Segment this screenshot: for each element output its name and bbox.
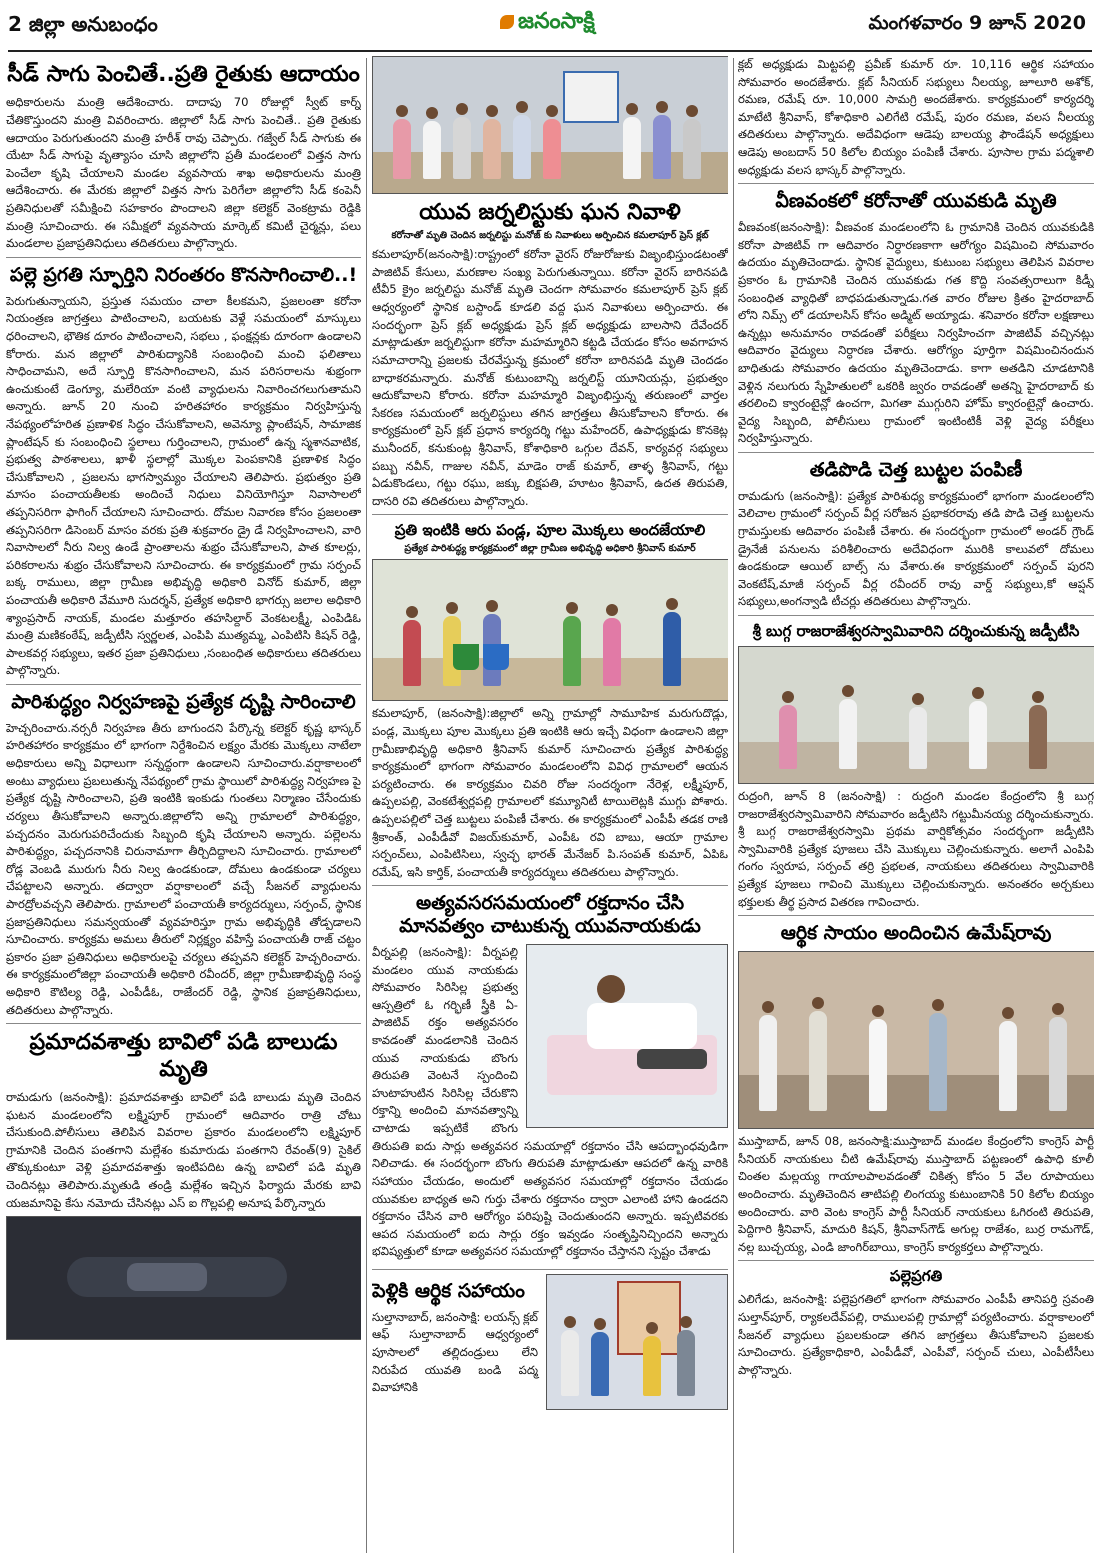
divider [738, 183, 1094, 184]
article-body: రామడుగు (జనంసాక్షి): ప్రమాదవశాత్తు బావిలో పడి బాలుడు మృతి చెందిన ఘటన మండలంలోని లక్ష్మిపూర్ గ్రామంలో ఆదివారం రాత్రి చోటు చేసుకుంది.పోలీసులు తెలిపిన వివరాల ప్రకారం మండలంలోని లక్ష్మిపూర్ గ్రామానికి చెందిన పంతగాని మల్లేశం కుమారుడు పంతగాని రేవంత్(9) సైకిల్ తొక్కుకుంటూ వెళ్లి ప్రమాదవశాత్తు ఇంటిపదిట ఉన్న బావిలో పడి మృతి చెందినట్లు తెలిపారు.మృతుడి తండ్రి మల్లేశం ఇచ్చిన ఫిర్యాదు మేరకు బావి యజమానిపై కేసు నమోదు చేసినట్లు ఎస్ ఐ గొల్లపల్లి అనూష పేర్కొన్నారు [6, 1090, 361, 1210]
divider [372, 885, 728, 886]
divider [6, 684, 361, 685]
headline-boy-death: ప్రమాదవశాత్తు బావిలో పడి బాలుడు మృతి [29, 1030, 338, 1082]
page-label: 2 జిల్లా అనుబంధం [8, 12, 158, 36]
article-body: అధికారులను మంత్రి ఆదేశించారు. దాదాపు 70 రోజుల్లో స్వీట్ కార్న్ చేతికొస్తుందని మంత్రి వివరించారు. జిల్లాలో సీడ్ సాగు పెంచితే.. ప్రతి రైతుకు ఆదాయం పెరుగుతుందని మంత్రి హరీశ్ రావు చెప్పారు. గజ్వేల్ సీడ్ సాగుకు ఈ యేటా సీడ్ సాగుపై వృత్యాసం చూసి జిల్లాలోని ప్రతీ మండలంలో విత్తన సాగు పెంచేలా కృషి చేయాలని మండల వ్యవసాయ శాఖ అధికారులను మంత్రి ఆదేశించారు. ఈ మేరకు జిల్లాలో విత్తన సాగు పెరిగేలా జిల్లాలోని సీడ్ కంపెనీ ప్రతినిధులతో సమీక్షించి సహకారం పొందాలని జిల్లా కలెక్టర్ వెంకట్రామ రెడ్డికి మంత్రి సూచించారు. ఈ సమీక్షలో వ్యవసాయ మార్కెట్ కమిటీ చైర్మన్లు, పలు మండలాల ప్రజాప్రతినిధులు తదితరులు పాల్గొన్నారు. [6, 95, 361, 251]
article-body: సుల్తానాబాద్, జనంసాక్షి: లయన్స్ క్లబ్ ఆఫ్ సుల్తానాబాద్ ఆధ్వర్యంలో పూసాలలో తల్లిదండ్రులు లేని నిరుపేద యువతి బండి పద్మ వివాహానికి [372, 1309, 538, 1395]
column-divider [366, 58, 367, 1553]
headline-financial-aid: ఆర్థిక సాయం అందించిన ఉమేష్‌రావు [780, 922, 1052, 945]
divider [738, 615, 1094, 616]
divider [6, 1023, 361, 1024]
news-photo [526, 944, 728, 1128]
headline-palle-pragathi: పల్లె ప్రగతి స్ఫూర్తిని నిరంతరం కొనసాగించాలి..! [9, 263, 358, 286]
divider [6, 257, 361, 258]
divider [372, 514, 728, 515]
headline-palle-pragathi-2: పల్లెప్రగతి [889, 1267, 943, 1286]
divider [372, 1269, 728, 1270]
headline-waste-bins: తడిపొడి చెత్త బుట్టల పంపిణీ [809, 458, 1023, 481]
news-photo [372, 56, 728, 194]
headline-blood-donation: అత్యవసరసమయంలో రక్తదానం చేసి మానవత్వం చాటుకున్న యువనాయకుడు [399, 892, 701, 938]
sub-headline: ప్రత్యేక పారిశుద్ధ్య కార్యక్రమంలో జిల్లా గ్రామీణ అభివృద్ధి అధికారి శ్రీనివాస్ కుమార్ [404, 543, 696, 555]
headline-sanitation: పారిశుద్ధ్యం నిర్వహణపై ప్రత్యేక దృష్టి సారించాలి [11, 691, 356, 714]
article-body: ముస్తాబాద్, జూన్ 08, జనంసాక్షి:ముస్తాబాద్ మండల కేంద్రంలోని కాంగ్రెస్ పార్టీ సీనియర్ నాయకులు చీటి ఉమేష్‌రావు ముస్తాబాద్ పట్టణంలో ఉపాధి కూలీ చింతల మల్లయ్య గాయాలపాలవడంతో చికిత్స కోసం 5 వేల రూపాయలు అందించారు. మృతిచెందిన తాటిపల్లి లింగయ్య కుటుంబానికి 50 కిలోల బియ్యం అందించారు. వారి వెంట కాంగ్రెస్ పార్టీ సీనియర్ నాయకులు ఓగిరంటి తిరుపతి, పెద్దిగారి శ్రీనివాస్, మాదురి కిషన్, శ్రీనివాస్‌గౌడ్ అగుల్ల రాజేశం, బుర్ర రామగౌడ్, నల్ల బుచ్చయ్య, ఎండి జాంగిర్‌బాయి, కాంగ్రెస్ కార్యకర్తలు పాల్గొన్నారు. [738, 1134, 1094, 1254]
headline-veenavanka-death: వీణవంకలో కరోనాతో యువకుడి మృతి [775, 190, 1057, 213]
blood-donation-article [372, 944, 728, 1265]
news-photo [738, 951, 1094, 1129]
column-2 [372, 56, 728, 1555]
issue-date: మంగళవారం 9 జూన్ 2020 [868, 12, 1086, 34]
article-body: ఎలిగేడు, జనంసాక్షి: పల్లెప్రగతిలో భాగంగా సోమవారం ఎంపీపీ తానిపర్తి స్రవంతి సుల్తాన్‌పూర్, ర్యాకలదేవ్‌పల్లి, రాములపల్లి గ్రామాల్లో పర్యటించారు. వర్షాకాలంలో సీజనల్ వ్యాధులు ప్రబలకుండా తగిన జాగ్రత్తలు తీసుకోవాలని ప్రజలకు సూచించారు. ప్రత్యేకాధికారి, ఎంపీడీవో, ఎంపీవో, సర్పంచ్ చులు, ఎంపీటీసీలు పాల్గొన్నారు. [738, 1292, 1094, 1377]
article-body: రుద్రంగి, జూన్ 8 (జనంసాక్షి) : రుద్రంగి మండల కేంద్రంలోని శ్రీ బుగ్గ రాజరాజేశ్వరస్వామివారిని సోమవారం జడ్పీటిసి గట్టుమీనయ్య దర్శించుకున్నారు. శ్రీ బుగ్గ రాజరాజేశ్వరస్వామి ప్రథమ వార్షికోత్సవం సందర్భంగా జడ్పీటిసి స్వామివారికి ప్రత్యేక పూజలు చేసి మొక్కులు చెల్లించుకున్నారు. అలాగే ఎంపిపి గంగం స్వరూప, సర్పంచ్ తర్రి ప్రభలత, నాయకులు తదితరులు స్వామివారికి ప్రత్యేక పూజలు గావించి మొక్కులు చెల్లించుకున్నారు. అనంతరం అర్చకులు భక్తులకు తీర్థ ప్రసాద వితరణ గావించారు. [738, 789, 1094, 909]
wedding-aid-article [372, 1274, 728, 1414]
divider [738, 915, 1094, 916]
headline-wedding-aid: పెళ్లికి ఆర్థిక సహాయం [372, 1279, 525, 1302]
news-photo [372, 559, 728, 701]
paper-name-text: జనంసాక్షి [518, 8, 595, 34]
article-body: వీర్నపల్లి (జనంసాక్షి): వీర్నపల్లి మండలం యువ నాయకుడు సోమవారం సిరిసిల్ల ప్రభుత్వ ఆస్పత్రిలో ఓ గర్భిణీ స్త్రీకి ఏ-పాజిటివ్ రక్తం అత్యవసరం కావడంతో మండలానికి చెందిన యువ నాయకుడు బొంగు తిరుపతి వెంటనే స్పందించి హుటాహుటిన సిరిసిల్ల చేరుకొని రక్తాన్ని అందించి మానవత్వాన్ని చాటాడు ఇప్పటికే బొంగు తిరుపతి ఐదు సార్లు అత్యవసర సమయాల్లో రక్తదానం చేసి ఆపద్బాంధవుడిగా నిలిచాడు. ఈ సందర్భంగా బొంగు తిరుపతి మాట్లాడుతూ ఆపదలో ఉన్న వారికి సహాయం చేయడం, అందులో అత్యవసర సమయాల్లో రక్తదానం చేయడం యువకుల బాధ్యత అని గుర్తు చేశారు రక్తదానం ద్వారా ఎలాంటి హాని ఉండదని రక్తదానం చేసిన వారి ఆరోగ్యం పరిపుష్టి చెందుతుందని అన్నారు. ఇప్పటివరకు ఆపద సమయంలో ఐదు సార్లు రక్తం ఇవ్వడం సంతృప్తినిచ్చిందని అన్నారు భవిష్యత్తులో కూడా అత్యవసర సమయాల్లో రక్తదానం చేస్తానని స్పష్టం చేశాడు [372, 944, 728, 1259]
news-photo [6, 1216, 361, 1340]
headline-seed-farming: సీడ్ సాగు పెంచితే..ప్రతి రైతుకు ఆదాయం [7, 62, 360, 87]
article-body: వీణవంక(జనంసాక్షి): వీణవంక మండలంలోని ఓ గ్రామానికి చెందిన యువకుడికి కరోనా పాజిటివ్ గా ఆదివారం నిర్ధారణకాగా ఆరోగ్యం విషమించి సోమవారం ఉదయం మృతిచెందాడు. స్థానిక వైద్యులు, కుటుంబ సభ్యులు తెలిపిన వివరాల ప్రకారం ఓ గ్రామానికి చెందిన యువకుడు గత కొద్ది సంవత్సరాలుగా కిడ్నీ సంబంధిత వ్యాధితో బాధపడుతున్నాడు.గత వారం రోజుల క్రితం హైదరాబాద్ లోని నిమ్స్ లో డయాలసిస్ కోసం అడ్మిట్ అయ్యాడు. శనివారం కరోనా లక్షణాలు ఉన్నట్లు అనుమానం రావడంతో పరీక్షలు నిర్వహించగా పాజిటివ్ వచ్చినట్లు ఆదివారం వైద్యులు నిర్ధారణ చేశారు. ఆరోగ్యం పూర్తిగా విషమించినందున బాధితుడు సోమవారం ఉదయం మృతిచెందాడు. కాగా అతడిని చూడటానికి వెళ్లిన నలుగురు స్నేహితులలో ఒకరికి జ్వరం రావడంతో అతన్ని హైదరాబాద్ కు తరలించి క్వారంటైన్లో ఉంచగా, మిగతా ముగ్గురిని హోమ్ క్వారంటైన్లో ఉంచారు. వైద్య సిబ్బంది, పోలీసులు గ్రామంలో ఇంటింటికీ వెళ్లి వైద్య పరీక్షలు నిర్వహిస్తున్నారు. [738, 220, 1094, 446]
sub-headline: కరోనాతో మృతి చెందిన జర్నలిస్టు మనోజ్ కు నివాళులు అర్పించిన కమలాపూర్ ప్రెస్ క్లబ్ [391, 230, 709, 242]
headline-plants-distribution: ప్రతి ఇంటికి ఆరు పండ్ల, పూల మొక్కలు అందజేయాలి [394, 521, 706, 540]
article-body: రామడుగు (జనంసాక్షి): ప్రత్యేక పారిశుధ్య కార్యక్రమంలో భాగంగా మండలంలోని వెలిచాల గ్రామంలో సర్పంచ్ వీర్ల సరోజన ప్రభాకరరావు తడి పొడి చెత్త బుట్టలను గ్రామస్తులకు ఆదివారం పంపిణీ చేశారు. ఈ సందర్భంగా గ్రామంలో అండర్ గ్రౌండ్ డ్రైనేజీ పనులను పరిశీలించారు అదేవిధంగా మురికి కాలువలో దోమలు ఉండకుండా ఆయిల్ బాల్స్ ను వేశారు.ఈ కార్యక్రమంలో సర్పంచ్ పురని వెంకటేష్,మాజీ సర్పంచ్ వీర్ల రవీందర్ రావు వార్డ్ సభ్యులు,కో ఆప్షన్ సభ్యులు,అంగన్వాడి టీచర్లు తదితరులు పాల్గొన్నారు. [738, 488, 1094, 609]
column-divider [733, 58, 734, 1553]
column-1 [6, 56, 361, 1555]
article-body: క్లబ్ అధ్యక్షుడు మిట్టపల్లి ప్రవీణ్ కుమార్ రూ. 10,116 ఆర్థిక సహాయం సోమవారం అందజేశారు. క్లబ్ సీనియర్ సభ్యులు నీలయ్య, జూలూరి అశోక్, రమణ, రమేష్ రూ. 10,000 సామగ్రి అందజేశారు. కార్యక్రమంలో కార్యదర్శి మాటేటి శ్రీనివాస్, కోశాధికారి ఎలిగేటి రమేష్, పురం రమణ, వలస నీలయ్య తదితరులు పాల్గొన్నారు. అదేవిధంగా ఆడెపు బాలయ్య ఫౌండేషన్ అధ్యక్షులు ఆడెపు అంబదాస్ 50 కిలోల బియ్యం పంపిణీ చేశారు. పూసాల గ్రామ పద్మశాలి అధ్యక్షుడు వలస భాస్కర్ పాల్గొన్నారు. [738, 57, 1094, 177]
news-photo [546, 1274, 728, 1410]
article-body: కమలాపూర్(జనంసాక్షి):రాష్ట్రంలో కరోనా వైరస్ రోజురోజుకు విజృంభిస్తుండటంతో పాజిటివ్ కేసులు, మరణాల సంఖ్య పెరుగుతున్నాయి. కరోనా వైరస్ బారినపడి టీవీ5 క్రైం జర్నలిస్టు మనోజ్ మృతి చెందగా సోమవారం కమలాపూర్ ప్రెస్ క్లబ్ ఆధ్వర్యంలో స్థానిక బస్టాండ్ కూడలి వద్ద ఘన నివాళులు అర్పించారు. ఈ సందర్భంగా ప్రెస్ క్లబ్ అధ్యక్షుడు ప్రెస్ క్లబ్ అధ్యక్షుడు బాలసాని దేవేందర్ మాట్లాడుతూ జర్నలిస్టుగా కరోనా మహమ్మారిని కట్టడి చేయడం కోసం అవగాహన సమాచారాన్ని ప్రజలకు చేరవేస్తున్న క్రమంలో కరోనా బారినపడి మృతి చెందడం బాధాకరమన్నారు. మనోజ్ కుటుంబాన్ని జర్నలిస్ట్ యూనియన్లు, ప్రభుత్వం ఆదుకోవాలని కోరారు. కరోనా మహమ్మారి విజృంభిస్తున్న తరుణంలో వార్తల సేకరణ సమయంలో జర్నలిస్టులు తగిన జాగ్రత్తలు తీసుకోవాలని కోరారు. ఈ కార్యక్రమంలో ప్రెస్ క్లబ్ ప్రధాన కార్యదర్శి గట్టు మహేందర్, ఉపాధ్యక్షుడు కొనకెట్ల మునీందర్, కనుకుంట్ల శ్రీనివాస్, కోశాధికారి ఒగ్గుల దేవన్, కార్యవర్గ సభ్యులు పబ్బు నవీన్, గాజుల నవీన్, మాడెం రాజ్ కుమార్, తాళ్ళ శ్రీనివాస్, గట్టు ఏడుకొండలు, గట్టు రఘు, జక్కు బిక్షపతి, హూటం శ్రీనివాస్, ఉదత తిరుపతి, దాసరి రవి తదితరులు పాల్గొన్నారు. [372, 247, 728, 508]
news-photo [738, 646, 1094, 784]
headline-temple-visit: శ్రీ బుగ్గ రాజరాజేశ్వరస్వామివారిని దర్శించుకున్న జడ్పీటీసి [752, 622, 1080, 641]
paper-name [500, 8, 595, 39]
divider [738, 452, 1094, 453]
headline-journalist-tribute: యువ జర్నలిస్టుకు ఘన నివాళి [419, 200, 681, 225]
divider [738, 1260, 1094, 1261]
column-3 [738, 56, 1094, 1555]
masthead [8, 6, 1092, 52]
article-body: కమలాపూర్, (జనంసాక్షి):జిల్లాలో అన్ని గ్రామాల్లో సామూహిక మరుగుదొడ్లు, పండ్ల, మొక్కలు పూల మొక్కలు ప్రతి ఇంటికి ఆరు ఇచ్చే విధంగా ఉండాలని జిల్లా గ్రామీణాభివృద్ధి అధికారి శ్రీనివాస్ కుమార్ సూచించారు ప్రత్యేక పారిశుద్ధ్య కార్యక్రమంలో భాగంగా సోమవారం మండలంలోని వివిధ గ్రామాలలో ఆయన పర్యటించారు. ఈ కార్యక్రమం చివరి రోజు సందర్శంగా నేరెళ్ల, లక్ష్మీపూర్, ఉప్పలపల్లి, వెంకటేశ్వర్లపల్లి గ్రామాలలో కమ్యూనిటీ టాయిలెట్లకి ముగ్గు పోశారు. ఉప్పలపల్లిలో చెత్త బుట్టలు పంపిణీ చేశారు. ఈ కార్యక్రమంలో ఎంపీపీ తడక రాణి శ్రీకాంత్, ఎంపీడీవో విజయ్‌కుమార్, ఎంపీఓ రవి బాబు, ఆయా గ్రామాల సర్పంచ్‌లు, ఎంపిటిసిలు, స్వచ్ఛ భారత్ మేనేజర్ పి.సంపత్ కుమార్, ఏపిఓ రమేష్, ఇసి కార్తిక్, పంచాయతీ కార్యదర్శులు తదితరులు పాల్గొన్నారు. [372, 706, 728, 879]
article-body: హెచ్చరించారు.నర్సరీ నిర్వహణ తీరు బాగుందని పేర్కొన్న కలెక్టర్ కృష్ణ భాస్కర్ హరితహారం కార్యక్రమం లో భాగంగా నిర్దేశించిన లక్ష్యం మేరకు మొక్కలు నాటేలా అధికారులు అన్ని విధాలుగా సన్నద్ధంగా ఉండాలని సూచించారు.వర్షాకాలంలో అంటు వ్యాధులు ప్రబలుతున్న నేపథ్యంలో గ్రామ స్థాయిలో పారిశుద్ధ్య నిర్వహణ పై ప్రత్యేక దృష్టి సారించాలని, ప్రతి ఇంటికి ఇంకుడు గుంతలు నిర్మాణం చేసేందుకు చర్యలు తీసుకోవాలని అన్నారు.జిల్లాలోని అన్ని గ్రామాలలో పారిశుద్ధ్యం, పచ్చదనం మెరుగుపరిచేందుకు సిబ్బంది కృషి చేయాలని అన్నారు. పల్లెలను పారిశుద్ధ్యం, పచ్చదనానికి చిరునామాగా తీర్చిదిద్దాలని సూచించారు. గ్రామాలలో రోడ్ల వెంబడి మురుగు నీరు నిల్వ ఉండకుండా, దోమలు ఉండకుండా చర్యలు చేపట్టాలని అన్నారు. తద్వారా వర్షాకాలంలో వచ్చే సీజనల్ వ్యాధులను పారద్రోలవచ్చని తెలిపారు. గ్రామాలలో పంచాయతీ కార్యదర్శులు, సర్పంచ్, స్థానిక ప్రజాప్రతినిధులు సమన్వయంతో వ్యవహరిస్తూ గ్రామ అభివృద్ధికి తోడ్పడాలని సూచించారు. కార్యక్రమ అమలు తీరులో నిర్లక్ష్యం వహిస్తే పంచాయతీ రాజ్ చట్టం ప్రకారం ప్రజా ప్రతినిధులు అధికారులపై చర్యలు తప్పవని కలెక్టర్ హెచ్చరించారు. ఈ కార్యక్రమంలోజిల్లా పంచాయతీ అధికారి రవీందర్, జిల్లా గ్రామీణాభివృద్ధి సంస్థ అధికారి కౌటిల్య రెడ్డి, ఎంపీడీఓ, రాజేందర్ రెడ్డి, స్థానిక ప్రజాప్రతినిధులు, తదితరులు పాల్గొన్నారు. [6, 720, 361, 1017]
article-body: పెరుగుతున్నాయని, ప్రస్తుత సమయం చాలా కీలకమని, ప్రజలంతా కరోనా నియంత్రణ జాగ్రత్తలు పాటించాలని, బయటకు వెళ్లే సమయంలో మాస్కులు ధరించాలని, భౌతిక దూరం పాటించాలని, సభలు , ఫంక్షన్లకు దూరంగా ఉండాలని కోరారు. మన జిల్లాలో పారిశుద్యానికి సంబంధించి మంచి ఫలితాలు సాధించామని, అదే స్ఫూర్తి కొనసాగించాలని, మన పరిసరాలను శుభ్రంగా ఉంచుకుంటే డెంగ్యూ, మలేరియా వంటి వ్యాధులను నివారించగలుగుతామని అన్నారు. జూన్ 20 నుంచి హరితహారం కార్యక్రమం నిర్వహిస్తున్న నేపథ్యంలోహరిత ప్రణాళిక సిద్ధం చేసుకోవాలని, అవెన్యూ ప్లాంటేషన్, సామాజిక ప్లాంటేషన్ కు సంబంధించి స్థలాలు గుర్తించాలని, గ్రామంలో ఉన్న స్మశానవాటిక, ప్రభుత్వ పాఠశాలలు, ఖాళీ స్థలాల్లో మొక్కల పెంపకానికి ప్రణాళిక సిద్ధం చేసుకోవాలని , ప్రజలను భాగస్వామ్యం చేయాలని తెలిపారు. ప్రభుత్వం ప్రతి మాసం పంచాయతీలకు అందించే నిధులు వినియోగిస్తూ నివాసాలలో తప్పనిసరిగా ఫాగింగ్ చేయాలని సూచించారు. దోమల నివారణ కోసం ప్రజలంతా తప్పనిసరిగా డిసెంబర్ మాసం వరకు ప్రతి శుక్రవారం డ్రై డే నిర్వహించాలని, వారి నివాసాలలో నీరు నిల్వ ఉండే ప్రాంతాలను శుభ్రం చేసుకోవాలని, పాత కూలర్లు, పరికరాలను శుభ్రం చేసుకోవాలని సూచించారు. ఈ కార్యక్రమంలో గ్రామ సర్పంచ్ బక్క రాములు, జిల్లా గ్రామీణ అభివృద్ధి అధికారి వినోద్ కుమార్, జిల్లా పంచాయతీ అధికారి వేమూరి సుదర్శన్, ప్రత్యేక అధికారి భాగర్సు జలాల అధికారి శ్యాంప్రసాద్ నాయక్, మండల మత్తూరం తహసిల్దార్ వెంకటలక్ష్మీ, ఎంపిడిఓ మంత్రి మణికంఠేష్, జడ్పీటీసి స్వర్ణలత, ఎంపిపి ముత్యమ్మ, ఎంపిటిసి కిషన్ రెడ్డి, పాలకవర్గ సభ్యులు, ఇతర ప్రజా ప్రతినిధులు ,సంబంధిత అధికారులు తదితరులు పాల్గొన్నారు. [6, 293, 361, 678]
leaf-logo-icon [500, 15, 514, 29]
